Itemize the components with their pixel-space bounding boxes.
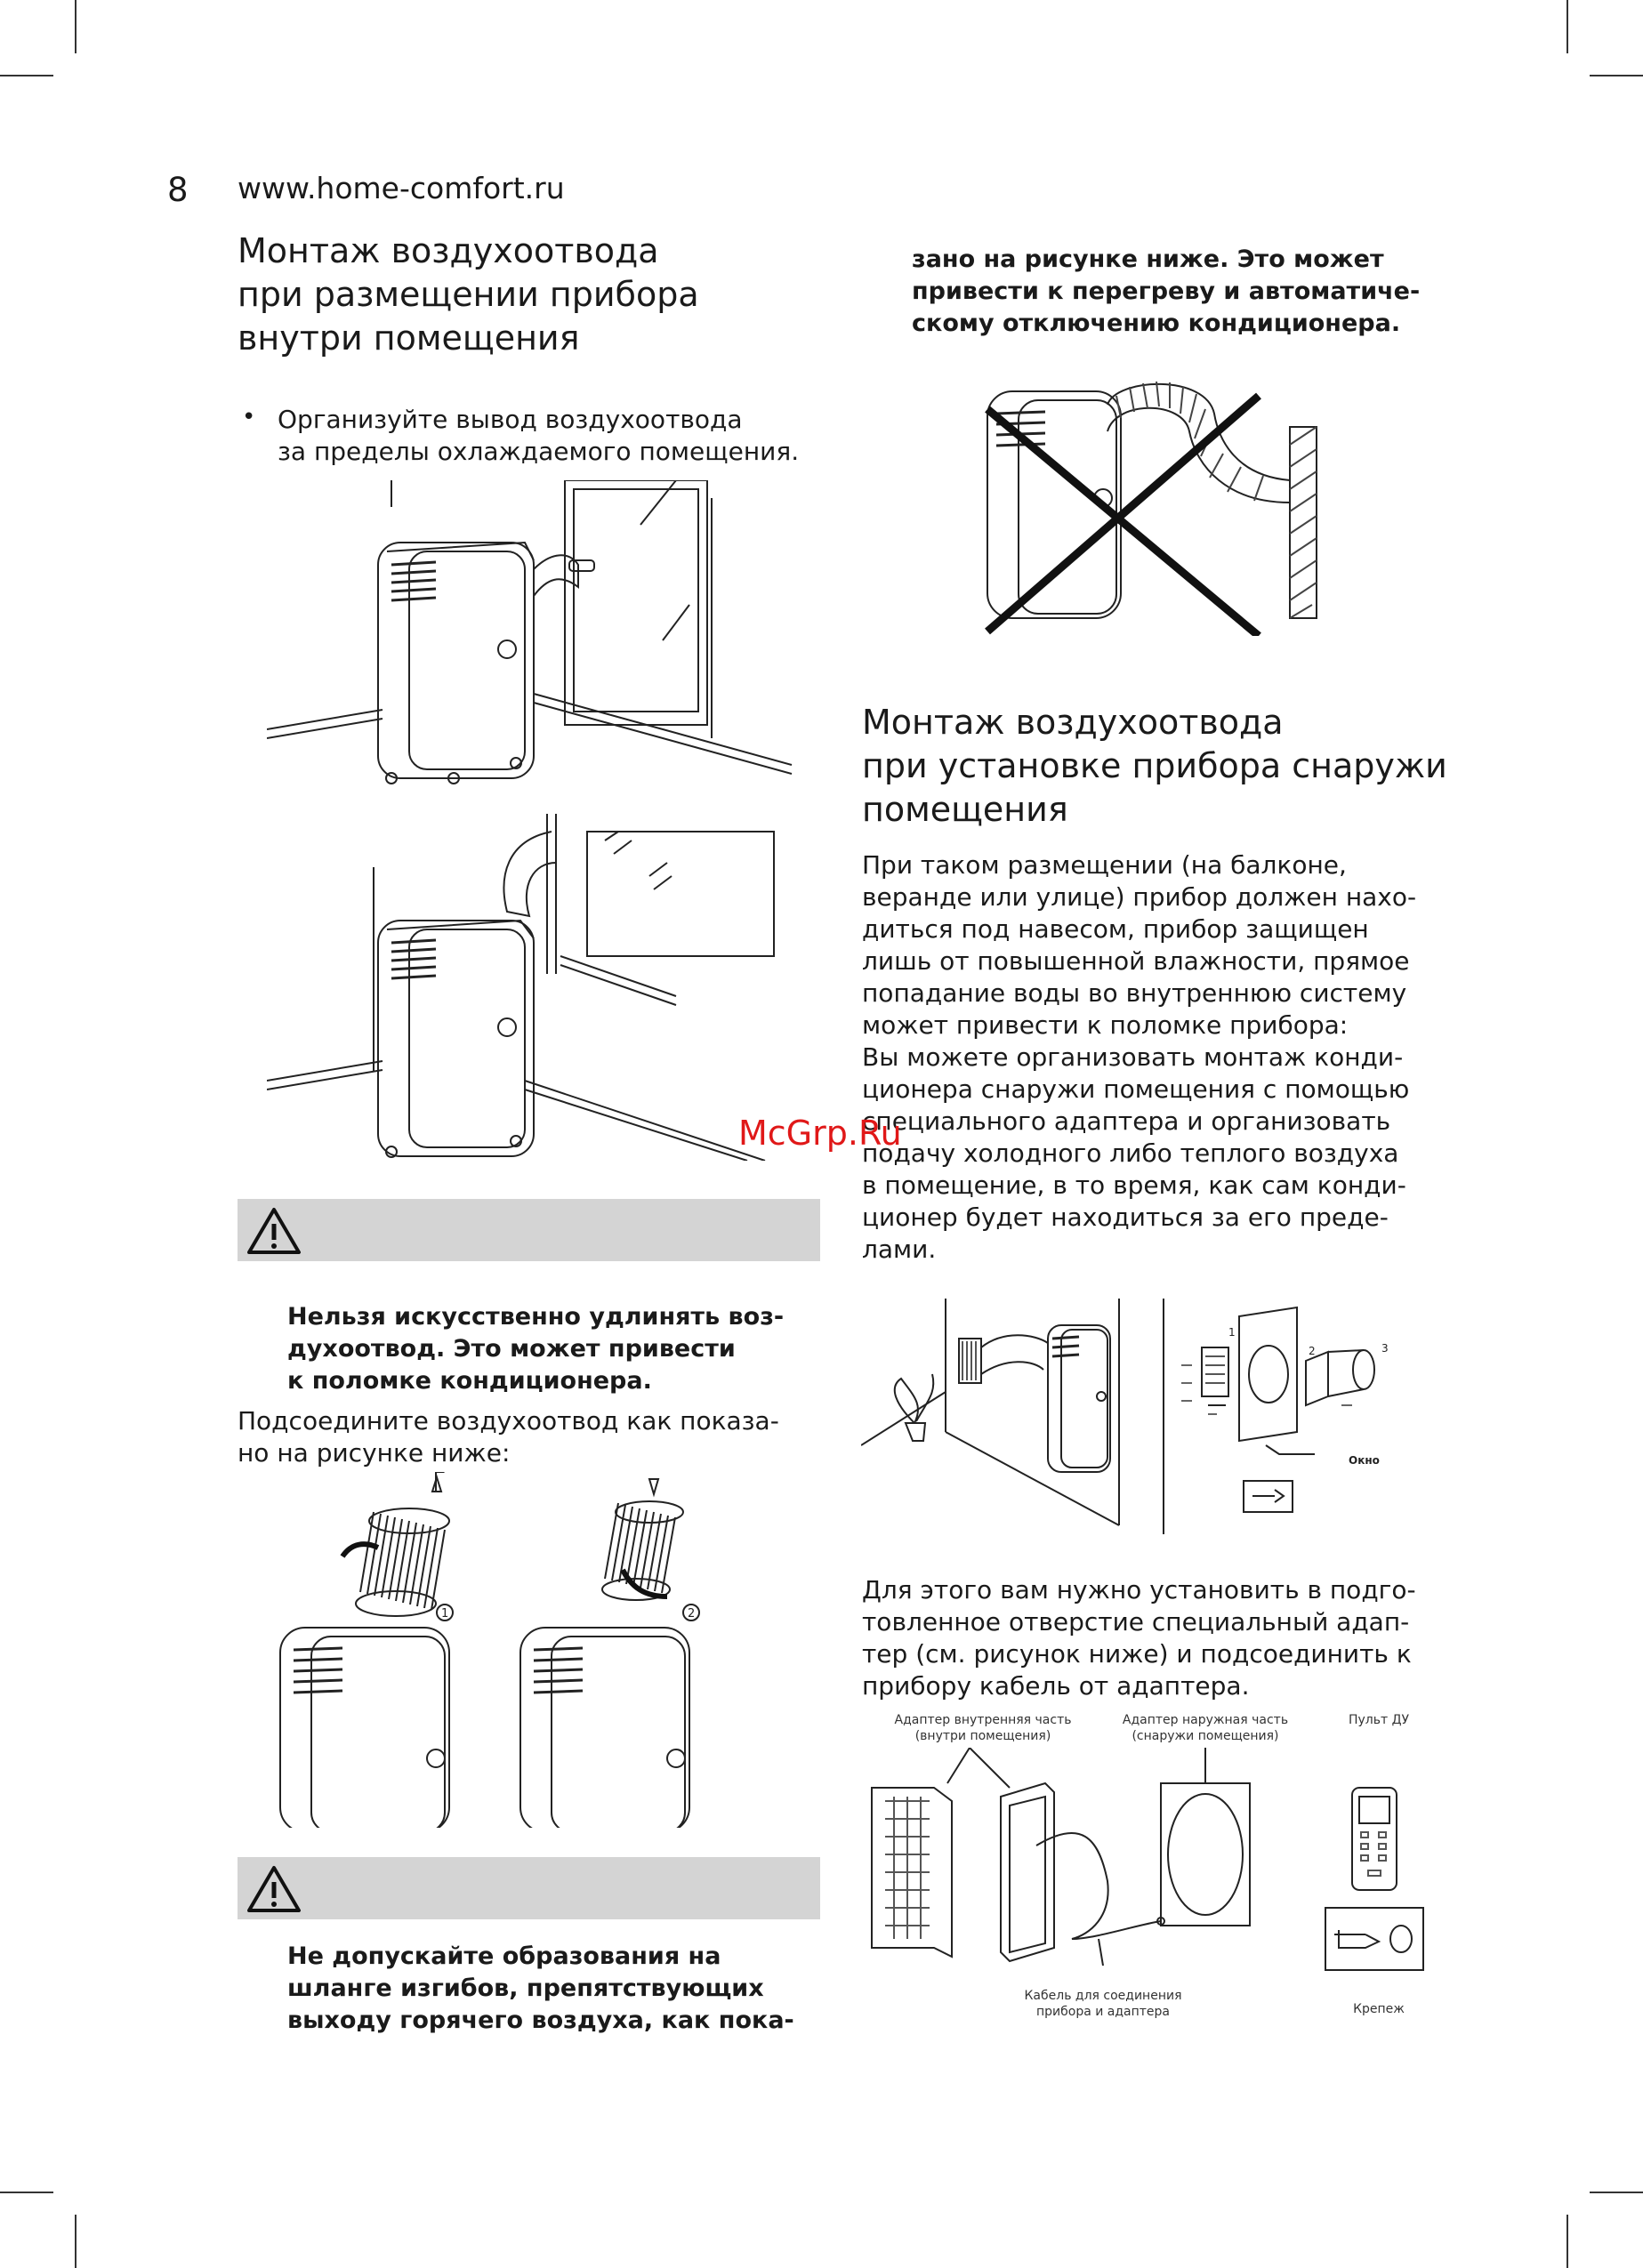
warning-triangle-icon [246, 1207, 302, 1255]
fastener-caption: Крепеж [1353, 2002, 1405, 2016]
outer-adapter-caption: Адаптер наружная часть (снаружи помещения) [1122, 1713, 1289, 1743]
adapter-parts-illustration [867, 1748, 1446, 1997]
watermark: McGrp.Ru [738, 1114, 902, 1153]
warning-bar [238, 1199, 820, 1261]
section2-paragraph: При таком размещении (на балконе, веранде или улице) прибор должен нахо- диться под навесом, прибор защищен лишь от повышенной влажности, прямое попадание воды во внутреннюю систему может привести к поломке прибора: Вы можете организовать монтаж конди- ционера снаружи помещения с помощью специального адаптера и организовать подачу холодного либо теплого воздуха в помещение, в то время, как сам конди- ционер будет находиться за его преде- лами. [862, 850, 1417, 1264]
crop-mark [1590, 75, 1643, 76]
install-paragraph: Для этого вам нужно установить в подго- товленное отверстие специальный адап- тер (см. рисунок ниже) и подсоединить к прибору кабель от адаптера. [862, 1575, 1416, 1701]
crop-mark [1566, 2215, 1568, 2268]
warning-bar [238, 1857, 820, 1919]
wrong-installation-illustration [983, 378, 1321, 636]
site-url[interactable]: www.home-comfort.ru [238, 171, 565, 205]
window-label: Окно [1349, 1454, 1380, 1467]
connect-instruction: Подсоедините воздухоотвод как показа- но на рисунке ниже: [238, 1406, 779, 1468]
crop-mark [75, 2215, 77, 2268]
page-number: 8 [167, 171, 189, 209]
crop-mark [75, 0, 77, 53]
crop-mark [0, 2192, 53, 2193]
adapter-step-1: 1 [1228, 1326, 1236, 1339]
ac-indoor-window-illustration [267, 814, 801, 1161]
ac-indoor-door-illustration [267, 480, 801, 800]
step-label-1: 1 [441, 1607, 449, 1621]
bullet-dot: • [242, 404, 256, 430]
step-label-2: 2 [688, 1607, 696, 1621]
adapter-step-3: 3 [1381, 1342, 1389, 1355]
crop-mark [1590, 2192, 1643, 2193]
adapter-step-2: 2 [1309, 1345, 1316, 1357]
warning-continuation: зано на рисунке ниже. Это может привести к перегреву и автоматиче- скому отключению кондиционера. [912, 245, 1421, 337]
cable-caption: Кабель для соединения прибора и адаптера [1024, 1989, 1182, 2019]
section1-title: Монтаж воздухоотвода при размещении прибора внутри помещения [238, 231, 699, 358]
warning-triangle-icon [246, 1865, 302, 1913]
hose-connection-illustration [276, 1472, 738, 1828]
outdoor-adapter-illustration [861, 1299, 1395, 1534]
warning2-text: Не допускайте образования на шланге изгибов, препятствующих выходу горячего воздуха, как пока- [287, 1942, 794, 2034]
remote-caption: Пульт ДУ [1348, 1713, 1410, 1727]
inner-adapter-caption: Адаптер внутренняя часть (внутри помещения) [894, 1713, 1072, 1743]
warning1-text: Нельзя искусственно удлинять воз- духоотвод. Это может привести к поломке кондиционера. [287, 1303, 785, 1395]
crop-mark [0, 75, 53, 76]
crop-mark [1566, 0, 1568, 53]
section2-title: Монтаж воздухоотвода при установке прибора снаружи помещения [862, 703, 1447, 829]
bullet-text: Организуйте вывод воздухоотвода за пределы охлаждаемого помещения. [278, 405, 800, 466]
